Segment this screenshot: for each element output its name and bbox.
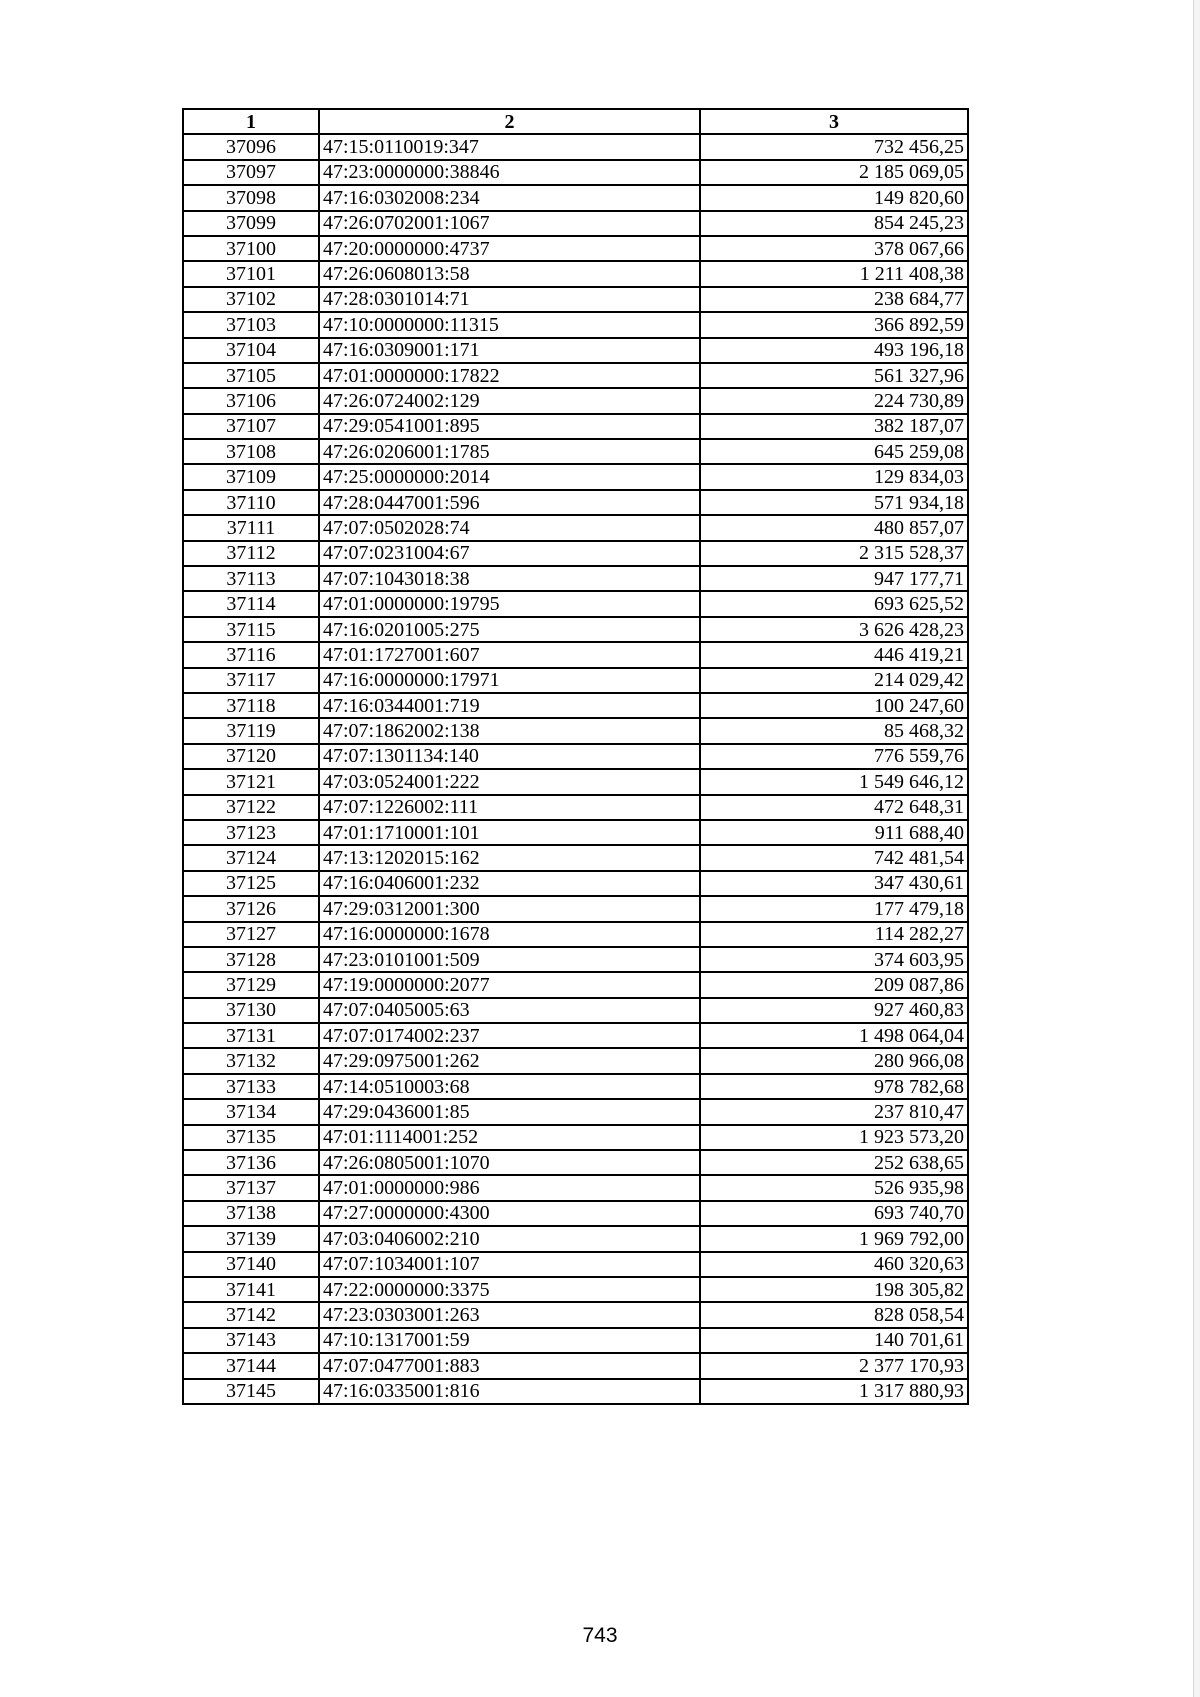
cadastral-number-cell: 47:29:0312001:300: [319, 896, 700, 921]
cadastral-number-cell: 47:07:1034001:107: [319, 1252, 700, 1277]
value-cell: 85 468,32: [700, 718, 968, 743]
row-number-cell: 37126: [183, 896, 319, 921]
row-number-cell: 37137: [183, 1175, 319, 1200]
cadastral-number-cell: 47:16:0406001:232: [319, 871, 700, 896]
table-row: [183, 388, 968, 413]
row-number-cell: 37140: [183, 1252, 319, 1277]
value-cell: 1 969 792,00: [700, 1226, 968, 1251]
cadastral-number-cell: 47:26:0206001:1785: [319, 439, 700, 464]
value-cell: 1 498 064,04: [700, 1023, 968, 1048]
table-row: [183, 236, 968, 261]
cadastral-number-cell: 47:22:0000000:3375: [319, 1277, 700, 1302]
value-cell: 366 892,59: [700, 312, 968, 337]
cadastral-number-cell: 47:07:1301134:140: [319, 744, 700, 769]
row-number-cell: 37129: [183, 972, 319, 997]
value-cell: 149 820,60: [700, 185, 968, 210]
table-row: [183, 1226, 968, 1251]
table-row: [183, 1150, 968, 1175]
row-number-cell: 37135: [183, 1125, 319, 1150]
cadastral-number-cell: 47:10:0000000:11315: [319, 312, 700, 337]
cadastral-number-cell: 47:26:0724002:129: [319, 388, 700, 413]
value-cell: 129 834,03: [700, 464, 968, 489]
cadastral-number-cell: 47:28:0447001:596: [319, 490, 700, 515]
value-cell: 645 259,08: [700, 439, 968, 464]
value-cell: 114 282,27: [700, 922, 968, 947]
row-number-cell: 37121: [183, 769, 319, 794]
value-cell: 177 479,18: [700, 896, 968, 921]
value-cell: 493 196,18: [700, 338, 968, 363]
table-row: [183, 439, 968, 464]
value-cell: 472 648,31: [700, 795, 968, 820]
value-cell: 947 177,71: [700, 566, 968, 591]
table-row: [183, 1048, 968, 1073]
cadastral-number-cell: 47:03:0406002:210: [319, 1226, 700, 1251]
row-number-cell: 37119: [183, 718, 319, 743]
cadastral-number-cell: 47:16:0344001:719: [319, 693, 700, 718]
row-number-cell: 37120: [183, 744, 319, 769]
row-number-cell: 37130: [183, 998, 319, 1023]
cadastral-number-cell: 47:16:0201005:275: [319, 617, 700, 642]
cadastral-number-cell: 47:01:0000000:17822: [319, 363, 700, 388]
row-number-cell: 37145: [183, 1379, 319, 1404]
row-number-cell: 37102: [183, 287, 319, 312]
value-cell: 140 701,61: [700, 1328, 968, 1353]
cadastral-number-cell: 47:07:0502028:74: [319, 515, 700, 540]
table-row: [183, 744, 968, 769]
cadastral-number-cell: 47:07:0405005:63: [319, 998, 700, 1023]
value-cell: 198 305,82: [700, 1277, 968, 1302]
table-row: [183, 566, 968, 591]
row-number-cell: 37110: [183, 490, 319, 515]
value-cell: 480 857,07: [700, 515, 968, 540]
value-cell: 280 966,08: [700, 1048, 968, 1073]
row-number-cell: 37115: [183, 617, 319, 642]
table-row: [183, 693, 968, 718]
cadastral-number-cell: 47:26:0608013:58: [319, 261, 700, 286]
value-cell: 238 684,77: [700, 287, 968, 312]
cadastral-number-cell: 47:07:0231004:67: [319, 541, 700, 566]
table-row: [183, 845, 968, 870]
table-row: [183, 363, 968, 388]
row-number-cell: 37139: [183, 1226, 319, 1251]
cadastral-number-cell: 47:28:0301014:71: [319, 287, 700, 312]
value-cell: 732 456,25: [700, 134, 968, 159]
row-number-cell: 37103: [183, 312, 319, 337]
value-cell: 378 067,66: [700, 236, 968, 261]
row-number-cell: 37114: [183, 591, 319, 616]
row-number-cell: 37101: [183, 261, 319, 286]
header-row: [183, 109, 968, 134]
value-cell: 742 481,54: [700, 845, 968, 870]
row-number-cell: 37132: [183, 1048, 319, 1073]
row-number-cell: 37134: [183, 1099, 319, 1124]
row-number-cell: 37125: [183, 871, 319, 896]
value-cell: 571 934,18: [700, 490, 968, 515]
table-row: [183, 464, 968, 489]
cadastral-number-cell: 47:16:0000000:1678: [319, 922, 700, 947]
row-number-cell: 37107: [183, 414, 319, 439]
data-table: [182, 108, 969, 1405]
cadastral-number-cell: 47:01:0000000:19795: [319, 591, 700, 616]
table-row: [183, 668, 968, 693]
row-number-cell: 37123: [183, 820, 319, 845]
page-edge: [1193, 0, 1200, 1697]
value-cell: 252 638,65: [700, 1150, 968, 1175]
table-row: [183, 338, 968, 363]
cadastral-number-cell: 47:23:0000000:38846: [319, 160, 700, 185]
row-number-cell: 37108: [183, 439, 319, 464]
cadastral-number-cell: 47:16:0302008:234: [319, 185, 700, 210]
cadastral-number-cell: 47:07:0477001:883: [319, 1353, 700, 1378]
row-number-cell: 37128: [183, 947, 319, 972]
table-row: [183, 617, 968, 642]
table-header: [183, 109, 968, 134]
row-number-cell: 37113: [183, 566, 319, 591]
row-number-cell: 37142: [183, 1302, 319, 1327]
cadastral-number-cell: 47:16:0000000:17971: [319, 668, 700, 693]
row-number-cell: 37122: [183, 795, 319, 820]
table-row: [183, 795, 968, 820]
row-number-cell: 37104: [183, 338, 319, 363]
row-number-cell: 37106: [183, 388, 319, 413]
cadastral-number-cell: 47:01:0000000:986: [319, 1175, 700, 1200]
table-row: [183, 261, 968, 286]
cadastral-number-cell: 47:14:0510003:68: [319, 1074, 700, 1099]
table-row: [183, 922, 968, 947]
table-row: [183, 515, 968, 540]
table-row: [183, 211, 968, 236]
value-cell: 776 559,76: [700, 744, 968, 769]
value-cell: 1 549 646,12: [700, 769, 968, 794]
cadastral-number-cell: 47:19:0000000:2077: [319, 972, 700, 997]
cadastral-number-cell: 47:27:0000000:4300: [319, 1201, 700, 1226]
row-number-cell: 37105: [183, 363, 319, 388]
table-row: [183, 490, 968, 515]
value-cell: 854 245,23: [700, 211, 968, 236]
table-row: [183, 947, 968, 972]
row-number-cell: 37127: [183, 922, 319, 947]
cadastral-number-cell: 47:10:1317001:59: [319, 1328, 700, 1353]
row-number-cell: 37099: [183, 211, 319, 236]
cadastral-number-cell: 47:07:0174002:237: [319, 1023, 700, 1048]
cadastral-number-cell: 47:20:0000000:4737: [319, 236, 700, 261]
table-row: [183, 287, 968, 312]
table-row: [183, 896, 968, 921]
cadastral-number-cell: 47:26:0805001:1070: [319, 1150, 700, 1175]
value-cell: 561 327,96: [700, 363, 968, 388]
table-row: [183, 769, 968, 794]
cadastral-number-cell: 47:16:0309001:171: [319, 338, 700, 363]
value-cell: 237 810,47: [700, 1099, 968, 1124]
value-cell: 1 923 573,20: [700, 1125, 968, 1150]
row-number-cell: 37124: [183, 845, 319, 870]
row-number-cell: 37144: [183, 1353, 319, 1378]
table-row: [183, 1125, 968, 1150]
row-number-cell: 37096: [183, 134, 319, 159]
table-row: [183, 972, 968, 997]
table-row: [183, 160, 968, 185]
table-row: [183, 1175, 968, 1200]
value-cell: 224 730,89: [700, 388, 968, 413]
table-row: [183, 185, 968, 210]
cadastral-number-cell: 47:29:0436001:85: [319, 1099, 700, 1124]
value-cell: 460 320,63: [700, 1252, 968, 1277]
value-cell: 2 377 170,93: [700, 1353, 968, 1378]
value-cell: 382 187,07: [700, 414, 968, 439]
table-body: [183, 134, 968, 1404]
cadastral-number-cell: 47:07:1862002:138: [319, 718, 700, 743]
value-cell: 374 603,95: [700, 947, 968, 972]
table-row: [183, 1252, 968, 1277]
row-number-cell: 37138: [183, 1201, 319, 1226]
table-row: [183, 1379, 968, 1404]
table-row: [183, 1074, 968, 1099]
header-col-1: 1: [183, 109, 319, 134]
table-row: [183, 1023, 968, 1048]
cadastral-number-cell: 47:26:0702001:1067: [319, 211, 700, 236]
row-number-cell: 37098: [183, 185, 319, 210]
row-number-cell: 37143: [183, 1328, 319, 1353]
table-row: [183, 414, 968, 439]
row-number-cell: 37136: [183, 1150, 319, 1175]
table-row: [183, 998, 968, 1023]
row-number-cell: 37112: [183, 541, 319, 566]
table-row: [183, 312, 968, 337]
value-cell: 446 419,21: [700, 642, 968, 667]
value-cell: 347 430,61: [700, 871, 968, 896]
value-cell: 911 688,40: [700, 820, 968, 845]
header-col-3: 3: [700, 109, 968, 134]
value-cell: 927 460,83: [700, 998, 968, 1023]
value-cell: 214 029,42: [700, 668, 968, 693]
value-cell: 1 211 408,38: [700, 261, 968, 286]
table-row: [183, 820, 968, 845]
table-row: [183, 1328, 968, 1353]
table-row: [183, 718, 968, 743]
row-number-cell: 37117: [183, 668, 319, 693]
cadastral-number-cell: 47:01:1114001:252: [319, 1125, 700, 1150]
row-number-cell: 37111: [183, 515, 319, 540]
table-row: [183, 541, 968, 566]
row-number-cell: 37100: [183, 236, 319, 261]
cadastral-number-cell: 47:01:1710001:101: [319, 820, 700, 845]
value-cell: 693 740,70: [700, 1201, 968, 1226]
cadastral-number-cell: 47:03:0524001:222: [319, 769, 700, 794]
value-cell: 693 625,52: [700, 591, 968, 616]
value-cell: 3 626 428,23: [700, 617, 968, 642]
cadastral-number-cell: 47:07:1226002:111: [319, 795, 700, 820]
page-number: 743: [582, 1624, 618, 1647]
cadastral-number-cell: 47:23:0303001:263: [319, 1302, 700, 1327]
cadastral-number-cell: 47:13:1202015:162: [319, 845, 700, 870]
value-cell: 209 087,86: [700, 972, 968, 997]
table-row: [183, 1099, 968, 1124]
cadastral-number-cell: 47:01:1727001:607: [319, 642, 700, 667]
value-cell: 1 317 880,93: [700, 1379, 968, 1404]
table-row: [183, 134, 968, 159]
value-cell: 526 935,98: [700, 1175, 968, 1200]
value-cell: 2 185 069,05: [700, 160, 968, 185]
table-row: [183, 642, 968, 667]
header-col-2: 2: [319, 109, 700, 134]
cadastral-number-cell: 47:29:0975001:262: [319, 1048, 700, 1073]
row-number-cell: 37131: [183, 1023, 319, 1048]
row-number-cell: 37109: [183, 464, 319, 489]
cadastral-number-cell: 47:07:1043018:38: [319, 566, 700, 591]
row-number-cell: 37141: [183, 1277, 319, 1302]
table-row: [183, 1353, 968, 1378]
cadastral-number-cell: 47:23:0101001:509: [319, 947, 700, 972]
cadastral-number-cell: 47:29:0541001:895: [319, 414, 700, 439]
value-cell: 828 058,54: [700, 1302, 968, 1327]
value-cell: 2 315 528,37: [700, 541, 968, 566]
table-row: [183, 591, 968, 616]
row-number-cell: 37118: [183, 693, 319, 718]
row-number-cell: 37097: [183, 160, 319, 185]
table-row: [183, 1201, 968, 1226]
table-row: [183, 1277, 968, 1302]
table-row: [183, 1302, 968, 1327]
cadastral-number-cell: 47:25:0000000:2014: [319, 464, 700, 489]
row-number-cell: 37116: [183, 642, 319, 667]
row-number-cell: 37133: [183, 1074, 319, 1099]
value-cell: 100 247,60: [700, 693, 968, 718]
cadastral-number-cell: 47:15:0110019:347: [319, 134, 700, 159]
cadastral-number-cell: 47:16:0335001:816: [319, 1379, 700, 1404]
value-cell: 978 782,68: [700, 1074, 968, 1099]
table-row: [183, 871, 968, 896]
